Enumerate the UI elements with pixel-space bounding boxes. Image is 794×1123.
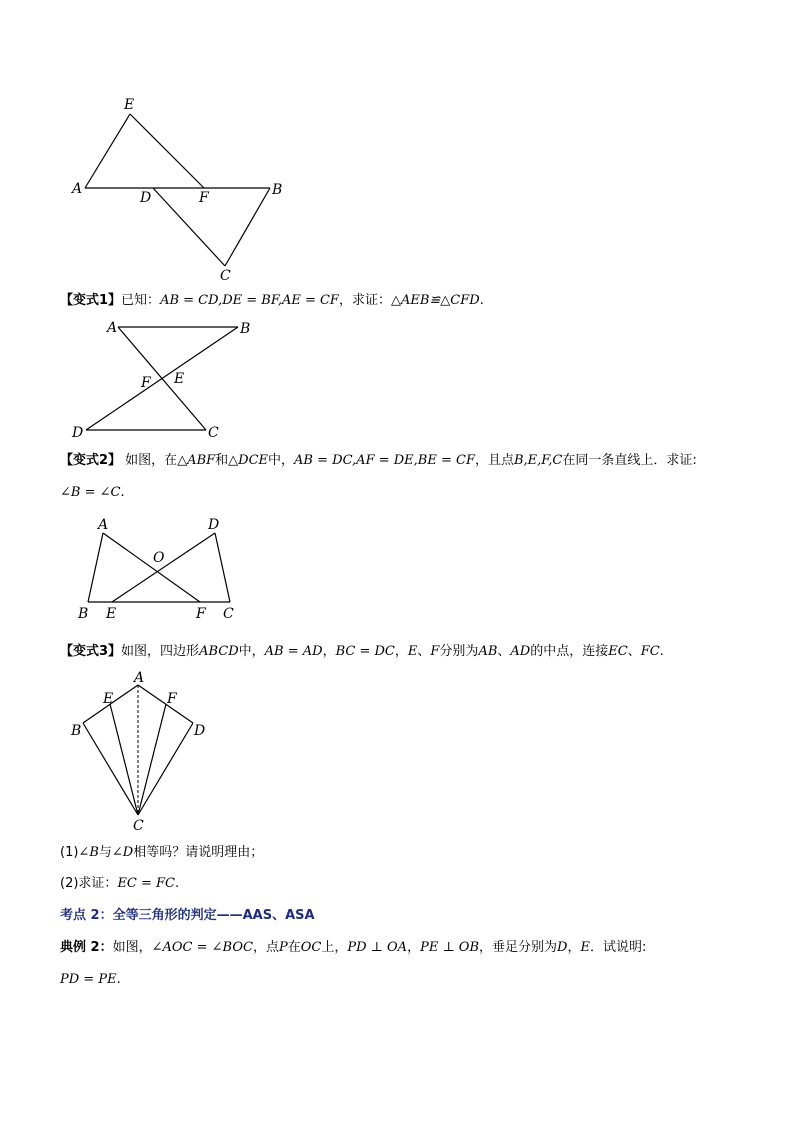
question-1-t1: 与 [98, 845, 112, 860]
variant-3-eq1: AB = AD [264, 644, 323, 659]
example-2-t7: ， [567, 940, 581, 955]
example-2-text [60, 939, 646, 957]
figure-1-diagram [60, 90, 300, 290]
question-2 [60, 875, 179, 893]
example-2-t8: ．试说明: [590, 940, 647, 955]
label-d: D [72, 425, 84, 441]
variant-3-t9: 、 [627, 644, 641, 659]
example-2-perp2: PE ⊥ OB [420, 940, 480, 955]
variant-3-fc: FC [640, 644, 660, 659]
question-2-number: (2) [60, 876, 79, 891]
variant-2-eq: AB = DC,AF = DE,BE = CF [294, 453, 475, 468]
label-f: F [141, 375, 151, 391]
example-2-angle-eq: ∠AOC = ∠BOC [151, 940, 253, 955]
question-1-angle-d: ∠D [111, 845, 134, 860]
label-e: E [103, 691, 114, 707]
variant-2-claim: ∠B = ∠C [60, 485, 121, 500]
label-c: C [133, 818, 144, 834]
label-b: B [272, 182, 283, 198]
label-c: C [223, 606, 234, 622]
figure-2-diagram [60, 315, 280, 445]
label-a: A [98, 517, 109, 533]
example-2-claim-end: . [116, 972, 121, 987]
segment-bc [225, 188, 270, 266]
variant-2-t5: 在同一条直线上．求证: [562, 453, 697, 468]
example-2-tag: 典例 2： [60, 940, 113, 955]
segment-ab [88, 533, 103, 602]
segment-dc [153, 188, 225, 266]
example-2-d: D [557, 940, 568, 955]
example-2-e: E [580, 940, 590, 955]
label-b: B [78, 606, 89, 622]
question-2-t1: 求证： [78, 876, 118, 891]
variant-3-ad: AD [510, 644, 531, 659]
label-d: D [140, 190, 152, 206]
example-2-t3: 在 [287, 940, 301, 955]
variant-1-given: AB = CD,DE = BF,AE = CF [160, 293, 339, 308]
variant-1-tag: 【变式1】 [60, 293, 122, 308]
segment-ec [110, 704, 138, 815]
label-a: A [134, 670, 145, 686]
figure-3-diagram [60, 508, 260, 628]
kaodian-2-label: 考点 2：全等三角形的判定—— [60, 908, 243, 923]
label-b: B [240, 321, 251, 337]
variant-2-t2: 和 [215, 453, 229, 468]
variant-3-ab: AB [478, 644, 498, 659]
variant-3-t4: ， [394, 644, 408, 659]
variant-2-t4: ，且点 [474, 453, 514, 468]
question-2-end: . [175, 876, 180, 891]
variant-3-t10: . [659, 644, 664, 659]
variant-2-tag: 【变式2】 [60, 453, 122, 468]
example-2-t5: ， [407, 940, 421, 955]
variant-1-end: . [479, 293, 484, 308]
example-2-t6: ，垂足分别为 [479, 940, 558, 955]
variant-3-t8: 的中点，连接 [530, 644, 609, 659]
segment-bd [86, 327, 238, 430]
question-1-angle-b: ∠B [78, 845, 99, 860]
example-2-oc: OC [300, 940, 322, 955]
label-e: E [174, 371, 185, 387]
label-d: D [208, 517, 220, 533]
variant-3-eq2: BC = DC [335, 644, 395, 659]
variant-3-tag: 【变式3】 [60, 644, 122, 659]
label-c: C [220, 268, 231, 284]
label-e: E [124, 97, 135, 113]
segment-dc [215, 533, 230, 602]
kaodian-2-methods: AAS、ASA [242, 908, 315, 923]
label-d: D [194, 723, 206, 739]
variant-3-f: F [430, 644, 440, 659]
variant-3-ec: EC [608, 644, 628, 659]
question-2-eq: EC = FC [117, 876, 175, 891]
label-b: B [71, 723, 82, 739]
variant-3-quad: ABCD [199, 644, 239, 659]
label-f: F [199, 190, 209, 206]
segment-ef [130, 114, 204, 188]
variant-3-t2: 中， [238, 644, 265, 659]
label-a: A [72, 181, 83, 197]
variant-3-t1: 如图，四边形 [121, 644, 200, 659]
kaodian-2-heading [60, 907, 315, 925]
example-2-claim: PD = PE [60, 972, 117, 987]
segment-dc [138, 723, 193, 815]
segment-fc [138, 704, 166, 815]
label-o: O [153, 550, 165, 566]
variant-1-prefix: 已知： [121, 293, 161, 308]
label-f: F [196, 606, 206, 622]
variant-2-claim-end: . [120, 485, 125, 500]
example-2-line-2 [60, 971, 121, 989]
segment-ae [85, 114, 130, 188]
variant-3-text [60, 643, 664, 661]
label-e: E [106, 606, 117, 622]
variant-2-tri1: △ABF [177, 453, 216, 468]
example-2-t4: 上， [321, 940, 348, 955]
variant-3-t3: ， [322, 644, 336, 659]
question-1-number: (1) [60, 845, 79, 860]
example-2-p: P [278, 940, 288, 955]
segment-af [103, 533, 200, 602]
variant-2-text [60, 452, 697, 470]
variant-2-t1: 如图，在 [121, 453, 178, 468]
variant-3-t7: 、 [497, 644, 511, 659]
label-c: C [208, 425, 219, 441]
question-1 [60, 844, 263, 862]
figure-4-diagram [60, 665, 230, 835]
variant-3-t5: 、 [417, 644, 431, 659]
variant-3-e: E [407, 644, 418, 659]
variant-1-mid: ，求证： [338, 293, 391, 308]
segment-de [112, 533, 215, 602]
example-2-t2: ，点 [252, 940, 279, 955]
variant-3-t6: 分别为 [439, 644, 479, 659]
variant-1-text [60, 292, 484, 310]
question-1-t2: 相等吗？请说明理由； [133, 845, 264, 860]
example-2-perp1: PD ⊥ OA [347, 940, 408, 955]
example-2-t1: 如图， [112, 940, 152, 955]
label-a: A [107, 320, 118, 336]
label-f: F [167, 691, 177, 707]
variant-2-t3: 中， [268, 453, 295, 468]
segment-bc [83, 723, 138, 815]
variant-2-tri2: △DCE [228, 453, 269, 468]
variant-2-points: B,E,F,C [513, 453, 563, 468]
variant-2-line-2 [60, 484, 125, 502]
variant-1-claim: △AEB≌△CFD [390, 293, 480, 308]
